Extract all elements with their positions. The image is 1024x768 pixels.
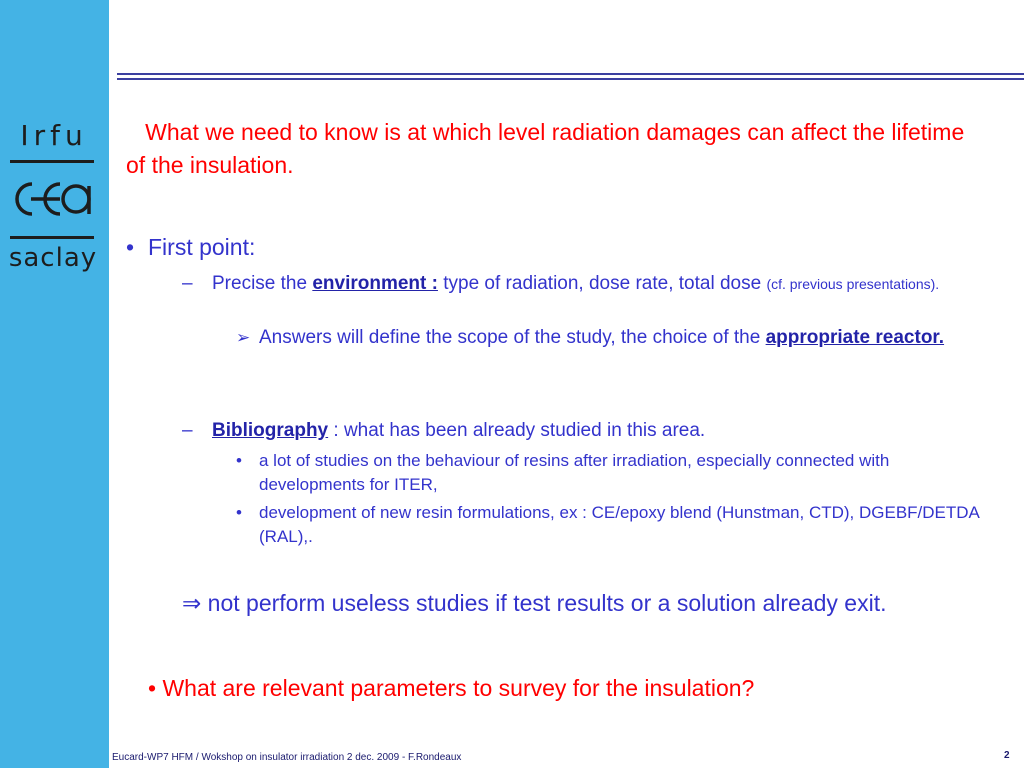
dash-marker: –	[182, 273, 193, 294]
answers-item	[236, 325, 1009, 351]
page-number: 2	[1004, 750, 1010, 761]
bibliography-text: : what has been already studied in this area.	[328, 420, 706, 441]
first-point-bullet	[126, 232, 255, 262]
logo-irfu-text: Irfu	[20, 119, 88, 152]
environment-item	[182, 272, 1002, 296]
bullet-marker: •	[236, 451, 242, 470]
arrow-bullet-icon: ➢	[236, 328, 251, 347]
study-item	[236, 449, 979, 497]
conclusion-text: not perform useless studies if test results or a solution already exit.	[201, 590, 887, 616]
bibliography-link[interactable]: Bibliography	[212, 420, 329, 441]
first-point-label: First point:	[148, 234, 256, 260]
environment-link[interactable]: environment :	[312, 273, 438, 294]
study-text: a lot of studies on the behaviour of resins after irradiation, especially connected with developments for ITER,	[259, 451, 890, 494]
answers-text: Answers will define the scope of the study, the choice of the	[259, 327, 766, 348]
intro-text: What we need to know is at which level radiation damages can affect the lifetime of the insulation.	[126, 119, 965, 178]
footer-text: Eucard-WP7 HFM / Wokshop on insulator irradiation 2 dec. 2009 - F.Rondeaux	[112, 752, 462, 763]
environment-text: type of radiation, dose rate, total dose	[437, 273, 767, 294]
implies-arrow-icon: ⇒	[182, 590, 202, 616]
question-line: • What are relevant parameters to survey for the insulation?	[148, 675, 755, 701]
environment-note: (cf. previous presentations).	[766, 276, 940, 292]
logo-saclay-text: saclay	[8, 243, 98, 273]
dash-marker: –	[182, 420, 193, 441]
study-text: development of new resin formulations, ex : CE/epoxy blend (Hunstman, CTD), DGEBF/DETDA (RAL),.	[259, 503, 979, 546]
appropriate-reactor-link[interactable]: appropriate reactor.	[765, 327, 945, 348]
bullet-marker: •	[126, 234, 135, 260]
bibliography-item	[182, 419, 1002, 443]
study-item	[236, 501, 979, 549]
conclusion-line	[182, 587, 887, 619]
bullet-marker: •	[236, 503, 242, 522]
environment-prefix: Precise the	[212, 273, 313, 294]
